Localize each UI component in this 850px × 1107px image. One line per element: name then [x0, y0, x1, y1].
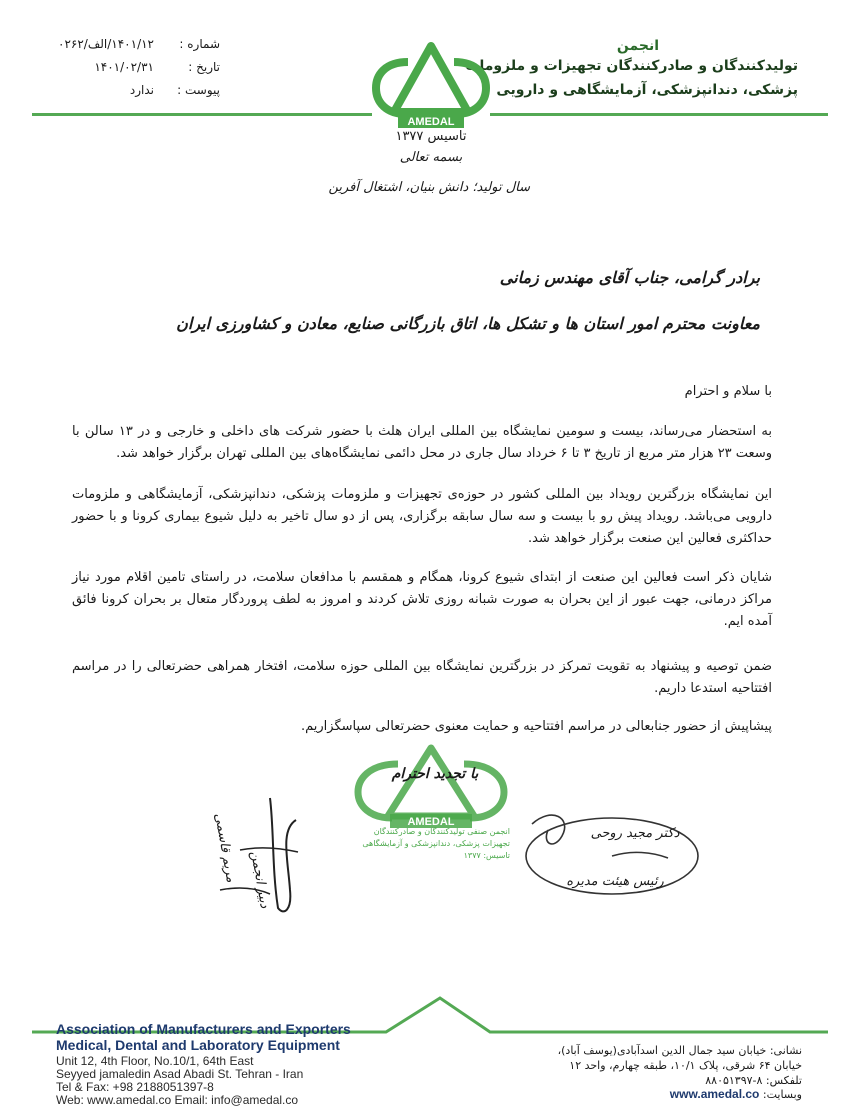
amedal-logo	[372, 40, 490, 130]
footer-fa-web-link[interactable]: www.amedal.co	[669, 1087, 760, 1101]
founded-year: تاسیس ۱۳۷۷	[395, 129, 467, 144]
secretary-title: دبیر انجمن	[247, 850, 273, 910]
chairman-title: رئیس هیئت مدیره	[566, 874, 664, 889]
letter-attachment-row	[70, 80, 220, 100]
footer-en-address2: Seyyed jamaledin Asad Abadi St. Tehran - Iran	[56, 1067, 304, 1081]
body-paragraph-3: شایان ذکر است فعالین این صنعت از ابتدای شیوع کرونا، همگام و همقسم با مدافعان سلامت، در راستای تامین اقلام مورد نیاز مراکز درمانی، جهت عبور از این بحران به صورت شبانه روزی تلاش کردند و امروز به لطف پروردگار متعال بر بحران کرونا فائق آمده ایم.	[72, 570, 772, 629]
letter-attachment-label: پیوست :	[177, 83, 220, 97]
association-name-line2: پزشکی، دندانپزشکی، آزمایشگاهی و دارویی	[496, 82, 798, 98]
footer-en-line1: Association of Manufacturers and Exporters	[56, 1021, 351, 1037]
association-stamp	[346, 740, 516, 890]
secretary-name: مریم قاسمی	[211, 812, 239, 884]
letter-number-row	[58, 34, 220, 54]
footer-fa-web-row	[502, 1087, 802, 1101]
footer-en-line2: Medical, Dental and Laboratory Equipment	[56, 1037, 340, 1053]
amedal-logo-mark-icon	[372, 40, 490, 130]
closing-regards: با تجدید احترام	[391, 766, 479, 782]
letter-number-label: شماره :	[179, 37, 220, 51]
amedal-logo-wordmark: AMEDAL	[407, 116, 455, 128]
stamp-line2: تجهیزات پزشکی، دندانپزشکی و آزمایشگاهی	[362, 839, 510, 848]
recipient-line1: برادر گرامی، جناب آقای مهندس زمانی	[499, 268, 760, 287]
year-slogan: سال تولید؛ دانش بنیان، اشتغال آفرین	[328, 180, 530, 195]
stamp-logo-icon	[346, 740, 516, 890]
stamp-founded: تاسیس: ۱۳۷۷	[463, 851, 510, 860]
footer-fa-address2: خیابان ۶۴ شرقی، پلاک ۱۰/۱، طبقه چهارم، واحد ۱۲	[569, 1059, 802, 1072]
header-rule-left	[32, 113, 372, 116]
body-paragraph-4: ضمن توصیه و پیشنهاد به تقویت تمرکز در بزرگترین نمایشگاه بین المللی حوزه سلامت، افتخار همراهی حضرتعالی را در مراسم افتتاحیه استدعا داریم.	[72, 659, 772, 696]
letter-number-value: ۱۴۰۱/۱۲/الف/۰۲۶۲	[58, 37, 154, 51]
recipient-line2: معاونت محترم امور استان ها و تشکل ها، اتاق بازرگانی صنایع، معادن و کشاورزی ایران	[176, 314, 760, 333]
letter-date-value: ۱۴۰۱/۰۲/۳۱	[94, 60, 154, 74]
association-name-line1: تولیدکنندگان و صادرکنندگان تجهیزات و ملزومات	[465, 58, 798, 74]
stamp-text	[350, 826, 510, 862]
association-title: انجمن	[616, 38, 660, 54]
letter-date-label: تاریخ :	[188, 60, 220, 74]
footer-fa-address1: نشانی: خیابان سید جمال الدین اسدآبادی(یوسف آباد)،	[557, 1044, 802, 1057]
letter-attachment-value: ندارد	[129, 83, 154, 97]
footer-en-telfax: Tel & Fax: +98 2188051397-8	[56, 1080, 214, 1094]
body-paragraph-1: به استحضار می‌رساند، بیست و سومین نمایشگاه بین المللی ایران هلث با حضور شرکت های داخلی و خارجی و در ۱۳ سالن با وسعت ۲۳ هزار متر مربع از تاریخ ۳ تا ۶ خرداد سال جاری در محل دائمی نمایشگاه‌های بین المللی تهران برگزار خواهد شد.	[72, 424, 772, 461]
greeting: با سلام و احترام	[684, 384, 772, 399]
footer-fa-web-label: وبسایت:	[762, 1088, 802, 1101]
letter-date-row	[70, 57, 220, 77]
stamp-line1: انجمن صنفی تولیدکنندگان و صادرکنندگان	[373, 827, 510, 836]
footer-fa-telfax: تلفکس: ۸-۸۸۰۵۱۳۹۷	[705, 1074, 802, 1087]
body-paragraph-2: این نمایشگاه بزرگترین رویداد بین المللی کشور در حوزه‌ی تجهیزات و ملزومات پزشکی، دندانپزشکی، آزمایشگاهی و ملزومات دارویی می‌باشد. رویداد پیش رو با بیست و سه سال سابقه برگزاری، پس از دو سال تاخیر به دلیل شیوع بیماری کرونا و با حضور حداکثری فعالین این صنعت برگزار خواهد شد.	[72, 487, 772, 546]
stamp-wordmark: AMEDAL	[407, 816, 455, 828]
footer-en-address1: Unit 12, 4th Floor, No.10/1, 64th East	[56, 1054, 254, 1068]
body-paragraph-5: پیشاپیش از حضور جنابعالی در مراسم افتتاحیه و حمایت معنوی حضرتعالی سپاسگزاریم.	[300, 719, 772, 734]
chairman-name: دکتر مجید روحی	[590, 826, 680, 841]
footer-en-web: Web: www.amedal.co Email: info@amedal.co	[56, 1093, 299, 1107]
header-rule-right	[490, 113, 828, 116]
invocation-text: بسمه تعالی	[399, 150, 463, 165]
